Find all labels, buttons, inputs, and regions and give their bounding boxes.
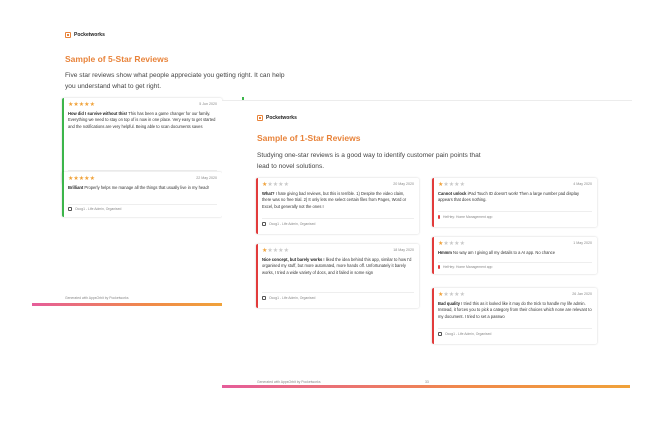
review-text: This has been a game changer for our family. Everything we need to stay on top of is now in one place. Very easy to get started and the notifications are very helpful. Being able to scan documents saves: [68, 111, 216, 129]
five-star-page: [28, 26, 285, 316]
review-body: [68, 185, 217, 191]
review-date: 4 May 2020: [573, 182, 592, 186]
review-text: iPad Touch ID doesn't work! Then a large number pad display appears that does nothing.: [438, 191, 580, 203]
pocketworks-logo-icon: [65, 32, 71, 38]
card-divider: [68, 204, 217, 205]
page-footer: Generated with AppsOrbit by Pocketworks: [65, 296, 129, 300]
review-source: [262, 296, 315, 300]
star-icon: ★: [78, 176, 85, 182]
review-body: [438, 250, 592, 256]
footer-gradient-bar: [32, 303, 222, 306]
review-source-name: Ocog1 - Life Admin, Organised: [269, 222, 316, 226]
star-icon: ★: [73, 102, 79, 108]
review-text: I tried this as it looked like it may do the trick to handle my life admin. Instead, it forces you to pick a category from their choices which none are relevant to my document. I tried to set a passwo: [438, 301, 592, 319]
review-headline: Bad quality: [438, 301, 461, 306]
star-icon: ★: [78, 102, 85, 108]
star-icon: ★: [438, 182, 444, 188]
star-empty-icon: ★: [267, 182, 273, 188]
card-divider: [262, 218, 414, 219]
review-card: [256, 178, 419, 234]
review-date: 18 May 2020: [393, 248, 414, 252]
star-empty-icon: ★: [454, 182, 460, 188]
page-subtitle: Studying one-star reviews is a good way to identify customer pain points that lead to novel solutions.: [257, 152, 481, 170]
page-footer: Generated with AppsOrbit by Pocketworks: [257, 380, 321, 384]
star-empty-icon: ★: [448, 182, 455, 188]
review-body: [262, 191, 414, 210]
review-text: Properly helps me manage all the things that usually live in my head!: [83, 185, 209, 190]
review-source-name: Ocog1 - Life Admin, Organised: [75, 207, 122, 211]
review-date: 26 Jan 2020: [572, 292, 592, 296]
page-subtitle: Five star reviews show what people appreciate you getting right. It can help you understand what to get right.: [65, 72, 285, 90]
star-empty-icon: ★: [267, 248, 273, 254]
star-rating: [262, 182, 289, 188]
app-icon: [68, 207, 72, 211]
star-icon: ★: [89, 176, 95, 182]
star-empty-icon: ★: [454, 241, 460, 247]
pocketworks-logo-icon: [257, 115, 263, 121]
review-headline: Brilliant: [68, 185, 84, 190]
card-divider: [438, 211, 592, 212]
star-rating: [68, 176, 95, 182]
brand-name: Pocketworks: [266, 115, 297, 121]
review-date: 22 May 2020: [196, 176, 217, 180]
review-body: [438, 301, 592, 320]
star-empty-icon: ★: [454, 292, 460, 298]
star-rating: [68, 102, 95, 108]
star-rating: [262, 248, 289, 254]
star-rating: [438, 241, 465, 247]
review-text: I liked the idea behind this app, similar to how I'd organised my stuff, but more automated, more hands off. Unfortunately it barely works, I tried a wide variety of docs, and it failed in some sign: [262, 257, 412, 275]
review-card: [256, 244, 419, 308]
review-date: 20 May 2020: [393, 182, 414, 186]
review-headline: Cannot unlock: [438, 191, 467, 196]
star-icon: ★: [262, 182, 268, 188]
review-source: [438, 332, 491, 336]
star-icon: ★: [73, 176, 79, 182]
card-divider: [68, 170, 217, 171]
brand-logo: [257, 115, 297, 121]
review-card: [62, 172, 222, 217]
review-headline: How did I survive without this!: [68, 111, 128, 116]
app-icon: [438, 332, 442, 336]
review-body: [68, 111, 217, 130]
star-empty-icon: ★: [443, 241, 449, 247]
review-card: [432, 237, 597, 274]
brand-logo: [65, 32, 105, 38]
review-body: [438, 191, 592, 204]
app-icon: [262, 222, 266, 226]
card-divider: [262, 292, 414, 293]
review-headline: Hmmm: [438, 250, 452, 255]
card-divider: [438, 328, 592, 329]
star-empty-icon: ★: [459, 292, 465, 298]
review-source-name: HelHey: Home Management app: [443, 215, 493, 219]
brand-name: Pocketworks: [74, 32, 105, 38]
page-title: Sample of 5-Star Reviews: [65, 54, 169, 64]
star-empty-icon: ★: [278, 182, 284, 188]
review-date: 1 May 2020: [573, 241, 592, 245]
star-empty-icon: ★: [448, 241, 455, 247]
star-empty-icon: ★: [448, 292, 455, 298]
star-empty-icon: ★: [272, 248, 279, 254]
review-body: [262, 257, 414, 276]
review-source: [262, 222, 315, 226]
pin-icon: [438, 265, 440, 269]
review-headline: What?: [262, 191, 275, 196]
star-empty-icon: ★: [283, 248, 289, 254]
page-title: Sample of 1-Star Reviews: [257, 133, 361, 143]
review-date: 5 Jun 2020: [199, 102, 217, 106]
star-empty-icon: ★: [443, 182, 449, 188]
page-number: 33: [425, 380, 429, 384]
pin-icon: [438, 215, 440, 219]
review-text: I hate giving bad reviews, but this is terrible. 1) Despite the video claim, there was no free trial. 2) It only lets me select certain files from Pages, Word or Excel, but generally not the ones I: [262, 191, 407, 209]
star-icon: ★: [68, 176, 74, 182]
review-source: [438, 265, 492, 269]
review-text: No way am I giving all my details to a AI app. No chance: [451, 250, 555, 255]
footer-gradient-bar: [222, 385, 630, 388]
star-empty-icon: ★: [459, 241, 465, 247]
review-source: [68, 207, 121, 211]
one-star-page: [222, 100, 632, 392]
review-source-name: HelHey: Home Management app: [443, 265, 493, 269]
star-icon: ★: [438, 292, 444, 298]
app-icon: [262, 296, 266, 300]
star-icon: ★: [68, 102, 74, 108]
star-empty-icon: ★: [272, 182, 279, 188]
review-source-name: Ocog1 - Life Admin, Organised: [269, 296, 316, 300]
star-empty-icon: ★: [283, 182, 289, 188]
star-icon: ★: [84, 176, 90, 182]
review-card: [432, 178, 597, 227]
review-source: [438, 215, 492, 219]
star-empty-icon: ★: [278, 248, 284, 254]
card-divider: [438, 262, 592, 263]
review-source-name: Ocog1 - Life Admin, Organised: [445, 332, 492, 336]
star-rating: [438, 292, 465, 298]
star-rating: [438, 182, 465, 188]
review-headline: Nice concept, but barely works: [262, 257, 323, 262]
star-icon: ★: [84, 102, 90, 108]
star-icon: ★: [89, 102, 95, 108]
star-empty-icon: ★: [443, 292, 449, 298]
star-empty-icon: ★: [459, 182, 465, 188]
star-icon: ★: [262, 248, 268, 254]
review-card: [432, 288, 597, 344]
star-icon: ★: [438, 241, 444, 247]
